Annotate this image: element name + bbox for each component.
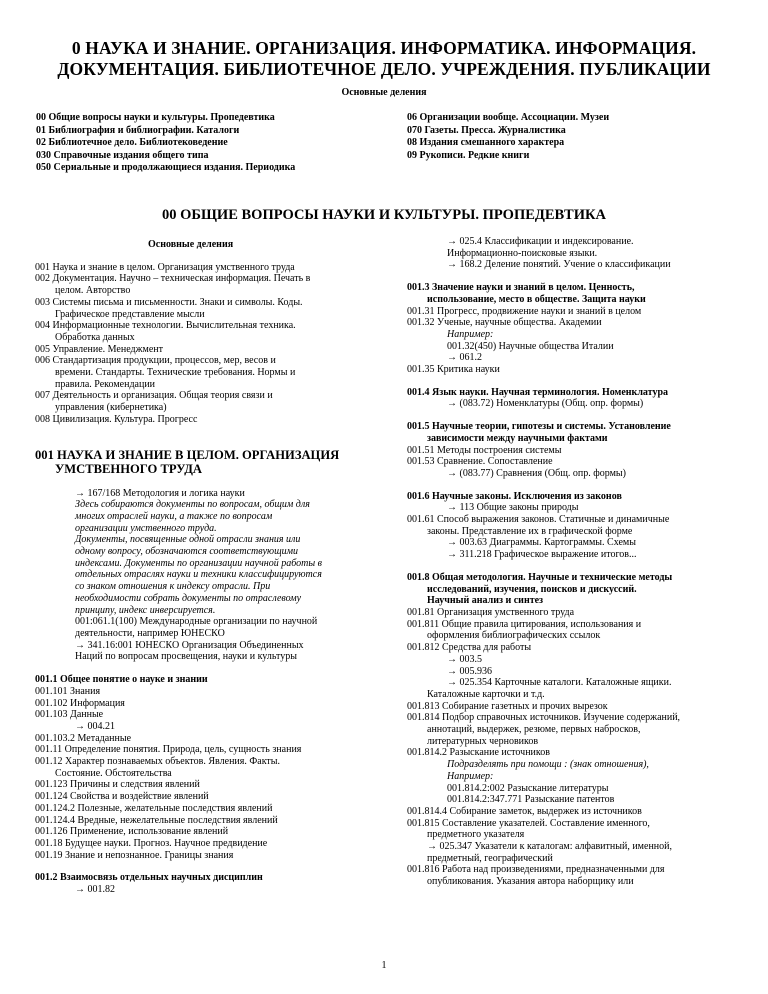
heading-001-8: 001.8 Общая методология. Научные и технические методы [407,571,673,583]
cross-reference: → 003.5 [447,653,482,665]
example-line: Наций по вопросам просвещения, науки и культуры [75,651,297,663]
note-line: необходимости собрать документы по отраслевому [75,592,302,604]
list-item: 001.815 Составление указателей. Составление именного, [407,817,650,829]
heading-001-8-cont: Научный анализ и синтез [427,595,544,607]
note-line: Подразделять при помощи : (знак отношения), [447,759,649,771]
division-item: 09 Рукописи. Редкие книги [407,149,530,161]
main-divisions-left [36,112,295,175]
cross-reference: → 001.82 [75,884,115,896]
division-entry-cont: Обработка данных [55,331,135,343]
cross-reference: → 168.2 Деление понятий. Учение о классификации [447,259,671,271]
note-line: многих отраслей науки, а также по вопросам [75,510,273,522]
division-item: 00 Общие вопросы науки и культуры. Пропедевтика [36,112,275,123]
page-number: 1 [381,960,387,971]
division-entry-cont: управления (кибернетика) [55,402,167,414]
note-line: Документы, посвященные одной отрасли знания или [75,534,301,546]
example-line: деятельности, например ЮНЕСКО [75,627,225,639]
cross-reference: → 341.16:001 ЮНЕСКО Организация Объединенных [75,639,304,651]
cross-reference: → 004.21 [75,720,115,732]
cross-reference: → 113 Общие законы природы [447,502,579,514]
division-item: 06 Организации вообще. Ассоциации. Музеи [407,112,610,123]
title-line-1: 0 НАУКА И ЗНАНИЕ. ОРГАНИЗАЦИЯ. ИНФОРМАТИКА. ИНФОРМАЦИЯ. [71,38,697,58]
heading-001-8-cont: исследований, изучения, поисков и дискуссий. [427,583,637,595]
division-item: 050 Сериальные и продолжающиеся издания. Периодика [36,162,296,174]
cross-reference: → 003.63 Диаграммы. Картограммы. Схемы [447,537,636,549]
heading-001-6: 001.6 Научные законы. Исключения из законов [407,490,622,502]
cross-reference: → (083.72) Номенклатуры (Общ. опр. формы) [447,398,644,410]
list-item: 001.19 Знание и непознанное. Границы знания [35,849,234,861]
list-item: 001.812 Средства для работы [407,642,532,654]
division-entry: 004 Информационные технологии. Вычислительная техника. [35,320,296,332]
list-item: 001.51 Методы построения системы [407,444,562,456]
list-item-cont: предметный, географический [427,852,553,864]
heading-001-4: 001.4 Язык науки. Научная терминология. Номенклатура [407,386,669,398]
list-item: 001.124.2 Полезные, желательные последствия явлений [35,802,273,814]
list-item: 001.814.2 Разыскание источников [407,747,550,759]
list-item: 001.61 Способ выражения законов. Статичные и динамичные [407,514,670,526]
list-item: 001.124.4 Вредные, нежелательные последствия явлений [35,814,278,826]
list-item: 001.18 Будущее науки. Прогноз. Научное предвидение [35,837,268,849]
heading-001-3-cont: использование, место в обществе. Защита науки [427,293,646,305]
left-column [35,239,380,896]
list-item: 001.101 Знания [35,685,101,697]
cross-reference: → 025.4 Классификации и индексирование. [447,236,634,247]
cross-reference: → (083.77) Сравнения (Общ. опр. формы) [447,467,626,479]
division-item: 070 Газеты. Пресса. Журналистика [407,124,566,136]
cross-reference: → 167/168 Методология и логика науки [75,487,245,499]
division-item: 08 Издания смешанного характера [407,137,565,149]
example-line: 001:061.1(100) Международные организации по научной [75,616,318,628]
list-item: 001.814 Подбор справочных источников. Изучение содержаний, [407,712,681,724]
heading-001-2: 001.2 Взаимосвязь отдельных научных дисциплин [35,872,263,884]
division-entry-cont: целом. Авторство [55,285,131,297]
heading-001: 001 НАУКА И ЗНАНИЕ В ЦЕЛОМ. ОРГАНИЗАЦИЯ [35,447,340,462]
division-entry-cont: правила. Рекомендации [55,378,156,390]
example-label: Например: [447,770,494,782]
cross-reference: → 025.347 Указатели к каталогам: алфавитный, именной, [427,841,672,853]
division-entry: 006 Стандартизация продукции, процессов, мер, весов и [35,355,276,367]
list-item: 001.53 Сравнение. Сопоставление [407,456,553,468]
division-item: 01 Библиография и библиографии. Каталоги [36,124,240,136]
note-line: Здесь собираются документы по вопросам, общим для [75,499,310,511]
list-item-cont: Состояние. Обстоятельства [55,767,172,779]
division-entry: 005 Управление. Менеджмент [35,343,163,355]
divisions-heading: Основные деления [148,239,234,250]
division-entry: 007 Деятельность и организация. Общая теория связи и [35,390,273,402]
cross-reference-cont: Информационно-поисковые языки. [447,247,598,259]
cross-reference: → 005.936 [447,665,492,677]
main-divisions-heading: Основные деления [341,87,427,98]
list-item-cont: опубликования. Указания автора наборщику или [427,876,634,888]
list-item: 001.12 Характер познаваемых объектов. Явления. Факты. [35,756,281,768]
list-item: 001.814.4 Собирание заметок, выдержек из источников [407,805,642,817]
section-title: 00 ОБЩИЕ ВОПРОСЫ НАУКИ И КУЛЬТУРЫ. ПРОПЕДЕВТИКА [162,207,606,223]
heading-001-3: 001.3 Значение науки и знаний в целом. Ценность, [407,282,635,294]
list-item: 001.103 Данные [35,709,104,721]
note-line: принципу, индекс инверсируется. [75,604,216,616]
right-column [407,236,752,888]
division-entry-cont: Графическое представление мысли [55,308,205,320]
list-item: 001.103.2 Метаданные [35,732,132,744]
example-line: 001.814.2:002 Разыскание литературы [447,782,609,794]
example-line: 001.814.2:347.771 Разыскание патентов [447,794,615,806]
list-item-cont: законы. Представление их в графической форме [427,525,633,537]
division-item: 030 Справочные издания общего типа [36,149,209,161]
list-item-cont: аннотаций, выдержек, резюме, первых набросков, [427,724,641,736]
note-line: организации умственного труда. [75,522,217,534]
note-line: одному вопросу, обозначаются соответствующими [75,546,299,558]
list-item: 001.123 Причины и следствия явлений [35,779,200,791]
division-entry: 001 Наука и знание в целом. Организация умственного труда [35,261,295,273]
list-item: 001.102 Информация [35,697,125,709]
division-entry: 008 Цивилизация. Культура. Прогресс [35,413,198,425]
division-entry-cont: времени. Стандарты. Технические требования. Нормы и [55,367,296,379]
division-entry: 002 Документация. Научно – техническая информация. Печать в [35,273,311,285]
list-item: 001.32 Ученые, научные общества. Академии [407,317,602,329]
division-item: 02 Библиотечное дело. Библиотековедение [36,137,228,149]
title-line-2: ДОКУМЕНТАЦИЯ. БИБЛИОТЕЧНОЕ ДЕЛО. УЧРЕЖДЕНИЯ. ПУБЛИКАЦИИ [57,59,711,79]
example-label: Например: [447,328,494,340]
list-item: 001.816 Работа над произведениями, предназначенными для [407,864,665,876]
list-item-cont: оформления библиографических ссылок [427,630,601,642]
note-line: со знаком отношения к индексу отрасли. При [75,581,271,593]
list-item-cont: предметного указателя [427,829,525,841]
cross-reference: → 061.2 [447,352,482,364]
heading-001-5-cont: зависимости между научными фактами [427,432,608,444]
list-item: 001.126 Применение, использование явлений [35,826,229,838]
heading-001-1: 001.1 Общее понятие о науке и знании [35,674,208,686]
page-title [20,38,748,80]
main-divisions-right [407,112,609,162]
cross-reference: → 025.354 Карточные каталоги. Каталожные ящики. [447,677,672,689]
division-entry: 003 Системы письма и письменности. Знаки и символы. Коды. [35,296,303,308]
list-item-cont: Каталожные карточки и т.д. [427,688,545,700]
list-item: 001.35 Критика науки [407,364,500,376]
note-line: индексами. Документы по организации научной работы в [75,557,322,569]
list-item: 001.124 Свойства и воздействие явлений [35,791,209,803]
heading-001-cont: УМСТВЕННОГО ТРУДА [55,462,202,477]
list-item: 001.811 Общие правила цитирования, использования и [407,618,642,630]
example-line: 001.32(450) Научные общества Италии [447,340,614,352]
list-item: 001.31 Прогресс, продвижение науки и знаний в целом [407,305,642,317]
list-item: 001.81 Организация умственного труда [407,606,575,618]
list-item: 001.813 Собирание газетных и прочих вырезок [407,700,608,712]
heading-001-5: 001.5 Научные теории, гипотезы и системы. Установление [407,421,671,433]
cross-reference: → 311.218 Графическое выражение итогов... [447,549,637,561]
list-item-cont: литературных черновиков [427,735,539,747]
note-line: отдельных отраслях науки и техники классифицируются [75,569,322,581]
list-item: 001.11 Определение понятия. Природа, цель, сущность знания [35,744,302,756]
